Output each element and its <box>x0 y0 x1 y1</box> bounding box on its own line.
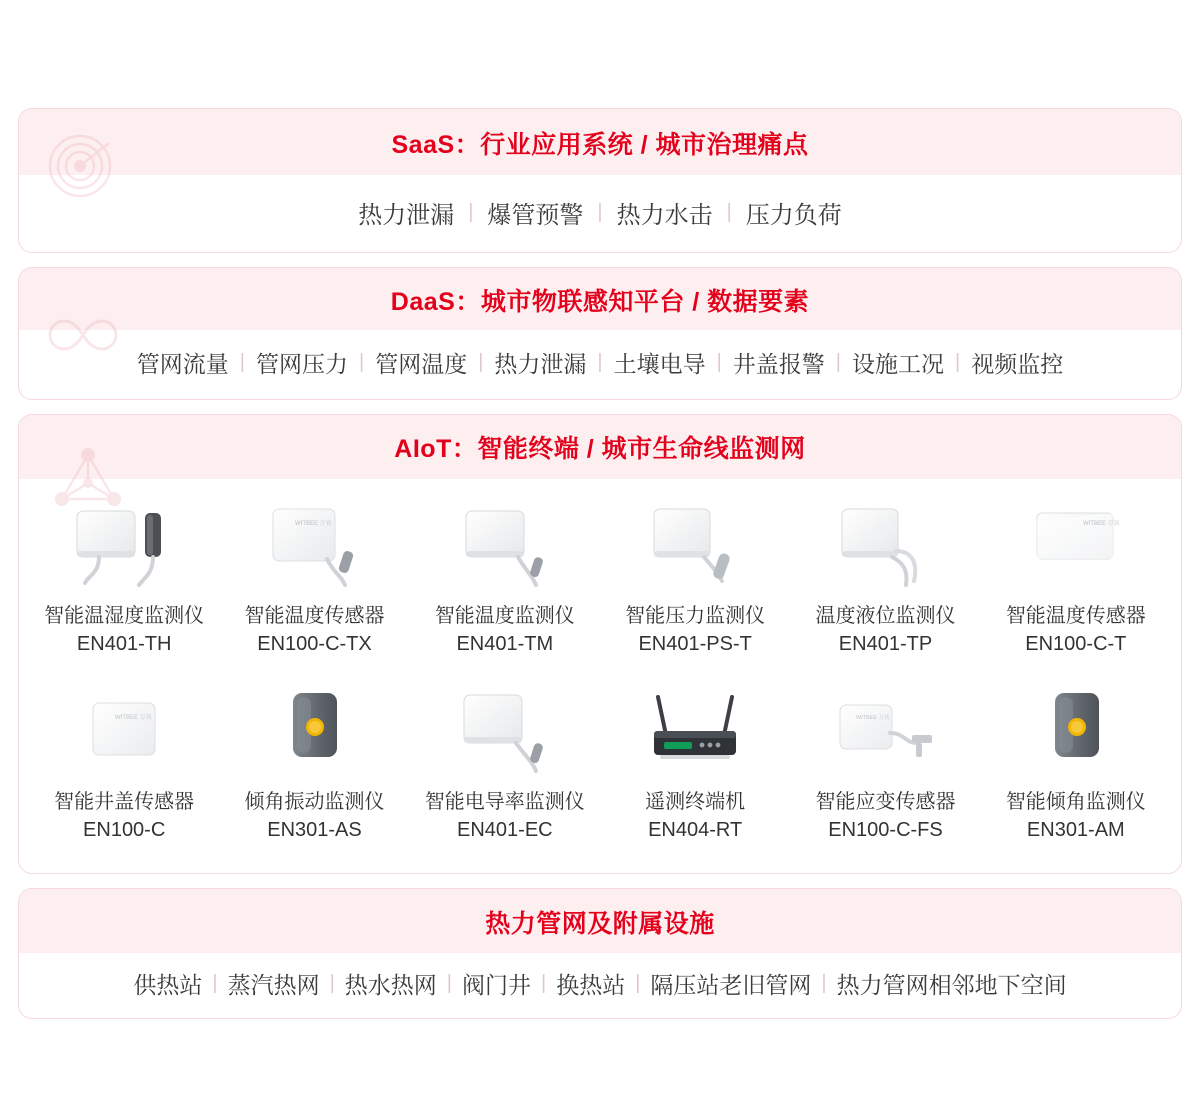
separator: | <box>329 972 335 994</box>
device-card[interactable] <box>981 489 1171 669</box>
device-model: EN100-C <box>83 819 166 841</box>
device-card[interactable] <box>29 675 219 855</box>
separator: | <box>212 972 218 994</box>
separator: | <box>835 351 841 373</box>
daas-tag[interactable]: 视频监控 <box>971 351 1064 377</box>
device-card[interactable] <box>600 489 790 669</box>
device-model: EN301-AM <box>1026 819 1125 841</box>
device-name: 智能温度监测仪 <box>434 605 575 627</box>
aiot-title: AIoT：智能终端 / 城市生命线监测网 <box>394 435 806 463</box>
device-name: 温度液位监测仪 <box>815 605 956 627</box>
sensor-box-probe-icon <box>31 497 217 593</box>
saas-title: SaaS：行业应用系统 / 城市治理痛点 <box>391 131 809 159</box>
grey-capsule-button-icon <box>983 683 1169 779</box>
router-antenna-icon <box>602 683 788 779</box>
svg-text:WITBEE 万宾: WITBEE 万宾 <box>1082 521 1120 527</box>
sensor-box-cable-icon <box>412 683 598 779</box>
device-model: EN100-C-FS <box>828 819 943 841</box>
saas-panel <box>18 108 1182 253</box>
pipe-tag-row <box>19 967 1181 1000</box>
device-name: 智能温度传感器 <box>244 605 385 627</box>
separator: | <box>955 351 961 373</box>
daas-tag[interactable]: 热力泄漏 <box>494 351 587 377</box>
pipe-body <box>19 953 1181 1018</box>
pipe-tag[interactable]: 换热站 <box>556 972 626 998</box>
separator: | <box>446 972 452 994</box>
saas-body <box>19 175 1181 252</box>
device-card[interactable] <box>410 489 600 669</box>
device-name: 遥测终端机 <box>645 791 746 813</box>
daas-tag[interactable]: 管网压力 <box>255 351 348 377</box>
separator: | <box>821 972 827 994</box>
separator: | <box>635 972 641 994</box>
device-card[interactable] <box>600 675 790 855</box>
svg-text:WITBEE 万宾: WITBEE 万宾 <box>115 715 152 721</box>
device-card[interactable] <box>981 675 1171 855</box>
saas-tag-row <box>19 195 1181 230</box>
pipe-tag[interactable]: 隔压站老旧管网 <box>650 972 812 998</box>
device-card[interactable] <box>790 675 980 855</box>
pipe-tag[interactable]: 阀门井 <box>462 972 531 998</box>
sensor-box-cable-icon <box>412 497 598 593</box>
grey-capsule-button-icon <box>221 683 407 779</box>
device-model: EN401-TH <box>76 633 172 655</box>
device-name: 智能温湿度监测仪 <box>44 605 205 627</box>
daas-panel <box>18 267 1182 400</box>
daas-tag[interactable]: 土壤电导 <box>613 351 706 377</box>
device-name: 智能压力监测仪 <box>625 605 766 627</box>
separator: | <box>541 972 547 994</box>
separator: | <box>478 351 484 373</box>
separator: | <box>597 201 603 223</box>
flat-square-panel-icon <box>31 683 217 779</box>
daas-tag[interactable]: 管网流量 <box>136 351 229 377</box>
device-card[interactable] <box>410 675 600 855</box>
device-model: EN401-TP <box>838 633 933 655</box>
device-name: 倾角振动监测仪 <box>244 791 385 813</box>
aiot-header <box>19 415 1181 479</box>
aiot-body <box>19 479 1181 873</box>
device-name: 智能井盖传感器 <box>54 791 195 813</box>
daas-title: DaaS：城市物联感知平台 / 数据要素 <box>390 288 810 316</box>
separator: | <box>358 351 365 373</box>
device-model: EN401-TM <box>456 633 554 655</box>
device-model: EN401-EC <box>457 819 553 841</box>
pipe-tag[interactable]: 供热站 <box>133 972 203 998</box>
pipe-network-panel <box>18 888 1182 1019</box>
separator: | <box>239 351 245 373</box>
separator: | <box>597 351 603 373</box>
device-name: 智能电导率监测仪 <box>424 791 585 813</box>
device-model: EN100-C-T <box>1025 633 1127 655</box>
device-model: EN301-AS <box>267 819 362 841</box>
pipe-tag[interactable]: 蒸汽热网 <box>227 972 320 998</box>
sensor-box-dual-cable-icon <box>792 497 978 593</box>
svg-text:WITBEE 万宾: WITBEE 万宾 <box>295 521 333 527</box>
pipe-header <box>19 889 1181 953</box>
flat-panel-cable-icon <box>221 497 407 593</box>
device-name: 智能倾角监测仪 <box>1005 791 1146 813</box>
pipe-title: 热力管网及附属设施 <box>485 910 715 938</box>
separator: | <box>726 201 732 223</box>
device-name: 智能应变传感器 <box>815 791 956 813</box>
device-card[interactable] <box>790 489 980 669</box>
device-card[interactable] <box>219 489 409 669</box>
device-model: EN404-RT <box>648 819 743 841</box>
device-name: 智能温度传感器 <box>1005 605 1146 627</box>
saas-tag[interactable]: 爆管预警 <box>487 202 584 229</box>
pipe-tag[interactable]: 热力管网相邻地下空间 <box>836 972 1067 998</box>
device-model: EN401-PS-T <box>638 633 752 655</box>
separator: | <box>716 351 722 373</box>
daas-tag-row <box>19 346 1181 379</box>
daas-tag[interactable]: 设施工况 <box>852 351 944 377</box>
saas-header <box>19 109 1181 175</box>
aiot-panel <box>18 414 1182 874</box>
sensor-box-pressure-icon <box>602 497 788 593</box>
saas-tag[interactable]: 热力水击 <box>616 202 713 229</box>
device-model: EN100-C-TX <box>257 633 372 655</box>
daas-body <box>19 330 1181 399</box>
device-card[interactable] <box>29 489 219 669</box>
pipe-tag[interactable]: 热水热网 <box>344 972 437 998</box>
saas-tag[interactable]: 热力泄漏 <box>358 202 455 229</box>
svg-text:WITBEE 万宾: WITBEE 万宾 <box>856 715 891 721</box>
saas-tag[interactable]: 压力负荷 <box>745 202 842 229</box>
white-block-icon <box>983 497 1169 593</box>
device-grid <box>29 489 1171 855</box>
daas-tag[interactable]: 井盖报警 <box>732 351 825 377</box>
daas-header <box>19 268 1181 330</box>
device-card[interactable] <box>219 675 409 855</box>
daas-tag[interactable]: 管网温度 <box>375 351 468 377</box>
panel-bracket-icon <box>792 683 978 779</box>
separator: | <box>468 201 474 223</box>
